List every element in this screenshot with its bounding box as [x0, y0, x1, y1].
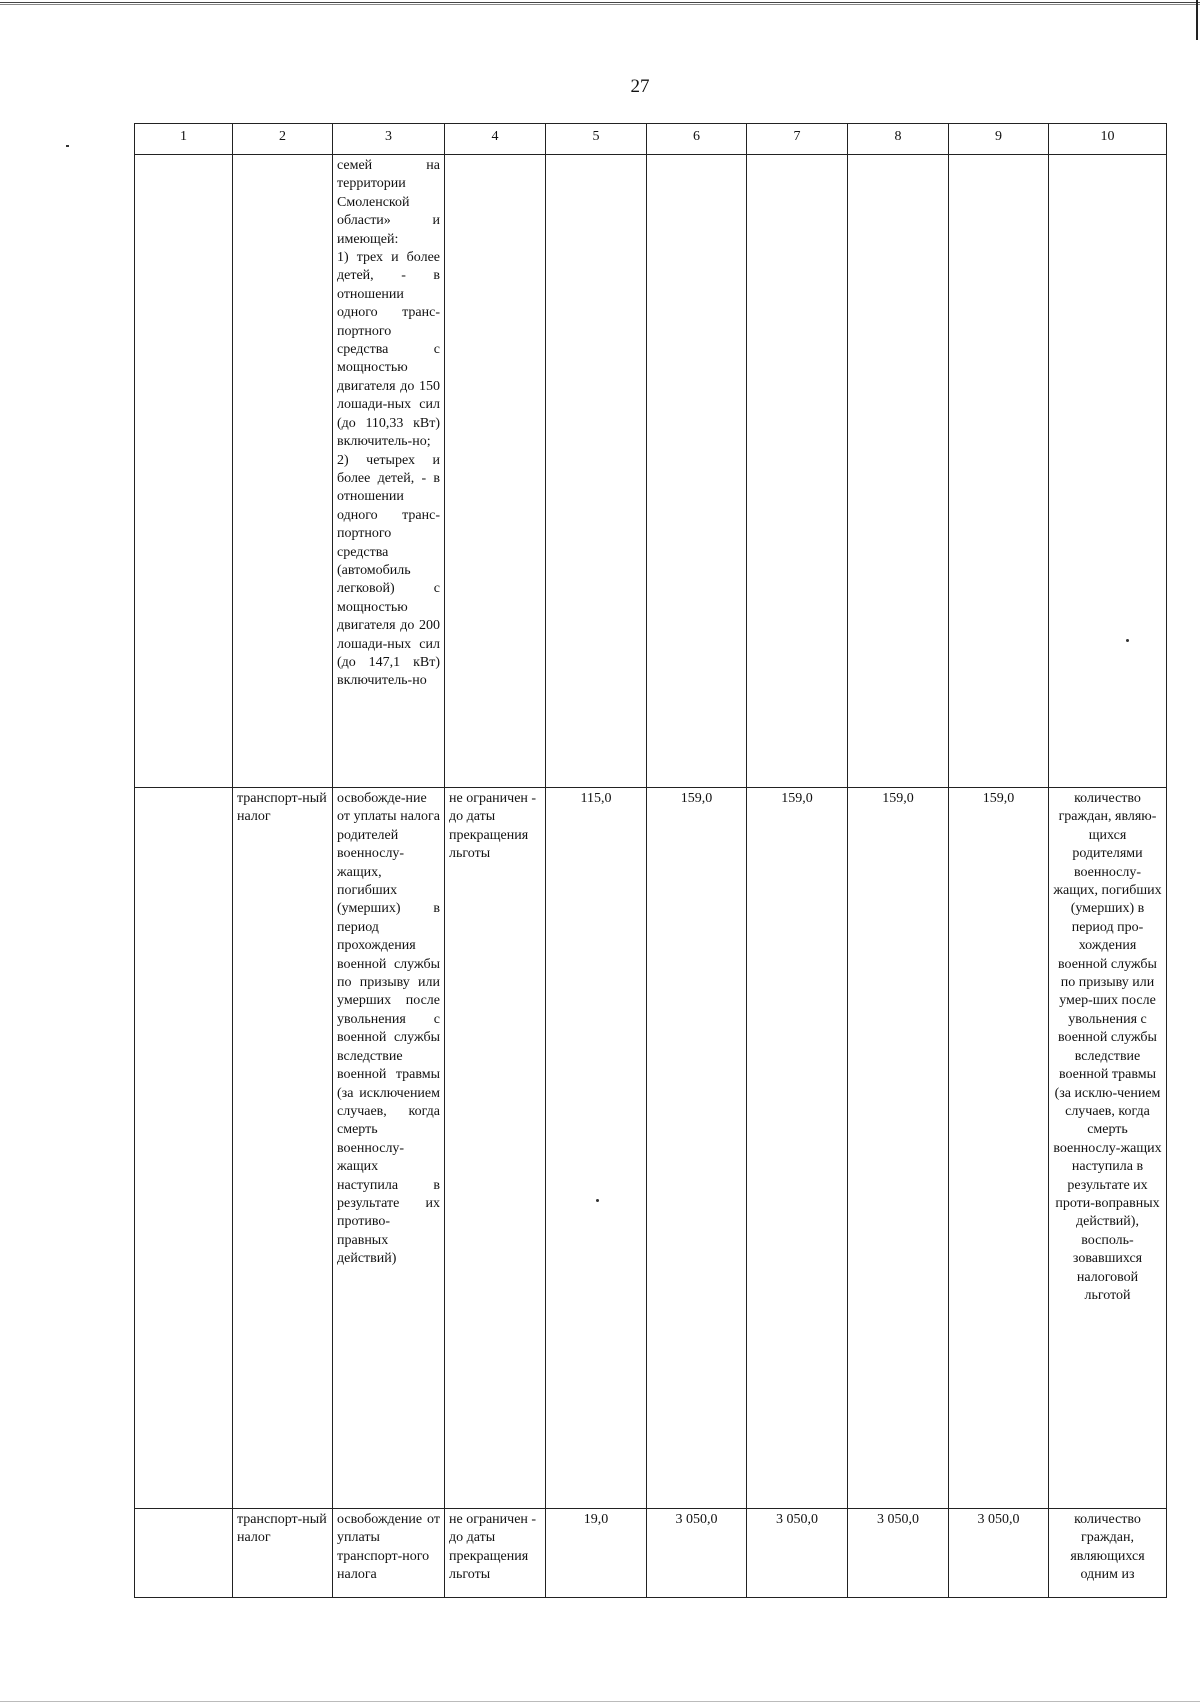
cell-tax-type: [233, 155, 333, 788]
cell-value-col5: 115,0: [546, 788, 647, 1509]
column-header: 6: [647, 124, 747, 155]
column-header: 1: [135, 124, 233, 155]
table-row: [135, 788, 1167, 1509]
column-header: 5: [546, 124, 647, 155]
cell-col1: [135, 788, 233, 1509]
cell-benefit-term: не ограничен - до даты прекращения льготы: [445, 788, 546, 1509]
column-header: 3: [333, 124, 445, 155]
cell-value-col8: 3 050,0: [848, 1509, 949, 1598]
scan-bottom-edge: [0, 1701, 1200, 1702]
scan-speck: [1126, 639, 1129, 642]
cell-benefit-description: семей на территории Смоленской области» и имеющей: 1) трех и более детей, - в отношении одного транс-портного средства с мощностью двигателя до 150 лошади-ных сил (до 110,33 кВт) включитель-но; 2) четырех и более детей, - в отношении одного транс-портного средства (автомобиль легковой) с мощностью двигателя до 200 лошади-ных сил (до 147,1 кВт) включитель-но: [333, 155, 445, 788]
cell-value-col6: 159,0: [647, 788, 747, 1509]
cell-indicator: количество граждан, являю-щихся родителями военнослу-жащих, погибших (умерших) в период про-хождения военной службы по призыву или умер-ших после увольнения с военной службы вследствие военной травмы (за исклю-чением случаев, когда смерть военнослу-жащих наступила в результате их проти-воправных действий), восполь-зовавшихся налоговой льготой: [1049, 788, 1167, 1509]
scan-speck: [66, 145, 69, 147]
cell-indicator: количество граждан, являющихся одним из: [1049, 1509, 1167, 1598]
column-header: 2: [233, 124, 333, 155]
cell-value-col6: 3 050,0: [647, 1509, 747, 1598]
cell-value-col7: [747, 155, 848, 788]
scan-right-edge: [1196, 0, 1198, 40]
cell-value-col6: [647, 155, 747, 788]
table-header-row: [135, 124, 1167, 155]
cell-tax-type: транспорт-ный налог: [233, 788, 333, 1509]
scan-top-rule: [0, 2, 1200, 3]
scan-top-rule-secondary: [0, 4, 1200, 5]
cell-value-col9: 3 050,0: [949, 1509, 1049, 1598]
column-header: 10: [1049, 124, 1167, 155]
cell-benefit-term: не ограничен - до даты прекращения льготы: [445, 1509, 546, 1598]
cell-benefit-description: освобожде-ние от уплаты налога родителей военнослу-жащих, погибших (умерших) в период прохождения военной службы по призыву или умерших после увольнения с военной службы вследствие военной травмы (за исключением случаев, когда смерть военнослу-жащих наступила в результате их противо-правных действий): [333, 788, 445, 1509]
cell-tax-type: транспорт-ный налог: [233, 1509, 333, 1598]
cell-value-col7: 159,0: [747, 788, 848, 1509]
column-header: 7: [747, 124, 848, 155]
cell-benefit-term: [445, 155, 546, 788]
cell-value-col7: 3 050,0: [747, 1509, 848, 1598]
column-header: 9: [949, 124, 1049, 155]
cell-value-col8: 159,0: [848, 788, 949, 1509]
cell-col1: [135, 155, 233, 788]
scan-speck: [596, 1199, 599, 1202]
cell-value-col8: [848, 155, 949, 788]
table-row: [135, 1509, 1167, 1598]
column-header: 4: [445, 124, 546, 155]
cell-value-col5: [546, 155, 647, 788]
page-number: 27: [630, 76, 650, 97]
cell-value-col5: 19,0: [546, 1509, 647, 1598]
cell-indicator: [1049, 155, 1167, 788]
cell-value-col9: 159,0: [949, 788, 1049, 1509]
cell-col1: [135, 1509, 233, 1598]
benefits-table: [134, 123, 1167, 1598]
cell-value-col9: [949, 155, 1049, 788]
column-header: 8: [848, 124, 949, 155]
cell-benefit-description: освобождение от уплаты транспорт-ного налога: [333, 1509, 445, 1598]
table-row: [135, 155, 1167, 788]
